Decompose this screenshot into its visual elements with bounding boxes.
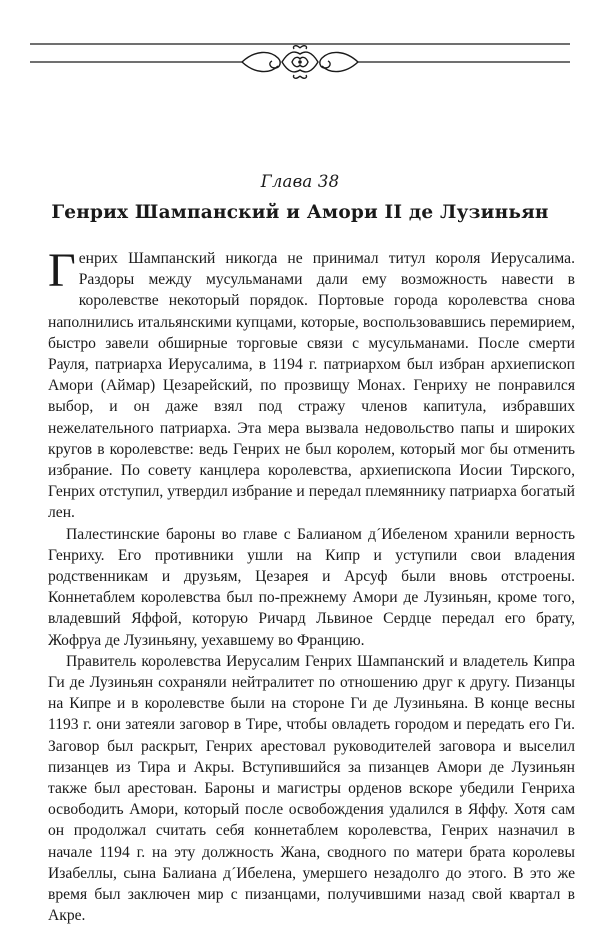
paragraph-1-text: енрих Шампанский никогда не принимал титул короля Иерусалима. Раздоры между мусульманами дали ему возможность навести в королевстве некоторый порядок. Портовые города королевства снова наполнились итальянскими купцами, которые, воспользовавшись перемирием, быстро завели обширные торговые связи с мусульманами. После смерти Рауля, патриарха Иерусалима, в 1194 г. патриархом был избран архиепископ Амори (Аймар) Цезарейский, по прозвищу Монах. Генриху не понравился выбор, и он даже взял под стражу членов капитула, избравших нежелательного патриарха. Эта мера вызвала недовольство папы и широких кругов в королевстве: ведь Генрих не был королем, который мог бы отменить избрание. По совету канцлера королевства, архиепископа Иосии Тирского, Генрих отступил, утвердил избрание и передал племяннику патриарха богатый лен.: [48, 250, 575, 522]
paragraph-2: Палестинские бароны во главе с Балианом д´Ибеленом хранили верность Генриху. Его противники ушли на Кипр и уступили свои владения родственникам и друзьям, Цезарея и Арсуф были вновь отстроены. Коннетаблем королевства был по-прежнему Амори де Лузиньян, кроме того, владевший Яффой, которую Ричард Львиное Сердце передал его брату, Жофруа де Лузиньяну, уехавшему во Францию.: [48, 525, 575, 649]
chapter-number: Глава 38: [260, 172, 340, 191]
paragraph-1: [48, 244, 575, 524]
chapter-title: Генрих Шампанский и Амори II де Лузиньян: [51, 202, 549, 223]
paragraph-3: Правитель королевства Иерусалим Генрих Шампанский и владетель Кипра Ги де Лузиньян сохраняли нейтралитет по отношению друг к другу. Пизанцы на Кипре и в королевстве были на стороне Ги де Лузиньяна. В конце весны 1193 г. они затеяли заговор в Тире, чтобы овладеть городом и передать его Ги. Заговор был раскрыт, Генрих арестовал руководителей заговора и выселил пизанцев из Тира и Акры. Вступившийся за пизанцев Амори де Лузиньян также был арестован. Бароны и магистры орденов вскоре убедили Генриха освободить Амори, который после освобождения удалился в Яффу. Хотя сам он продолжал считать себя коннетаблем королевства, Генрих назначил в начале 1194 г. на эту должность Жана, сводного по матери брата королевы Изабеллы, сына Балиана д´Ибелена, умершего незадолго до этого. В это же время был заключен мир с пизанцами, получившими назад свой квартал в Акре.: [48, 652, 575, 925]
decorative-header-ornament: [30, 40, 570, 96]
drop-cap: Г: [48, 244, 76, 297]
chapter-body: [48, 244, 575, 927]
